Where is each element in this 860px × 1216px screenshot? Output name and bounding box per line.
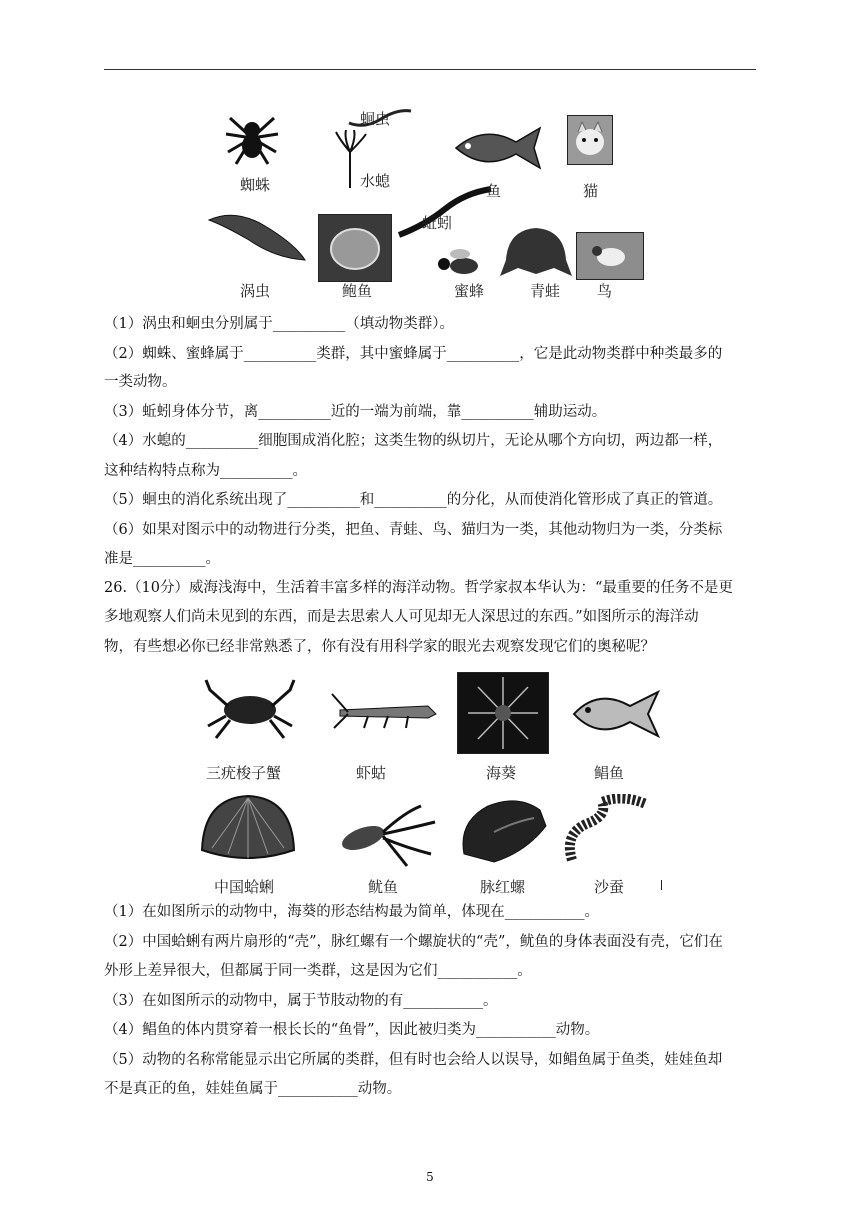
- spider-image: [222, 108, 282, 168]
- q26-intro-1: 26.（10分）威海浅海中，生活着丰富多样的海洋动物。哲学家叔本华认为：“最重要的任务不是更: [104, 580, 733, 596]
- label-bird: 鸟: [597, 282, 613, 300]
- q25-line-8: （6）如果对图示中的动物进行分类，把鱼、青蛙、鸟、猫归为一类，其他动物归为一类，分类标: [104, 522, 723, 538]
- fish-image: [450, 122, 545, 172]
- label-roundworm: 蛔虫: [360, 110, 391, 128]
- label-spider: 蜘蛛: [240, 176, 271, 194]
- label-hydra: 水螅: [360, 172, 391, 190]
- q25-line-6: 这种结构特点称为__________。: [104, 463, 307, 479]
- label-cat: 猫: [583, 182, 599, 200]
- label-crab: 三疣梭子蟹: [206, 764, 282, 782]
- pomfret-image: [568, 684, 662, 744]
- label-frog: 青蛙: [530, 282, 561, 300]
- conch-image: [454, 792, 550, 866]
- bee-image: [430, 246, 485, 281]
- q25-line-4: （3）蚯蚓身体分节，离__________近的一端为前端，靠__________辅助运动。: [104, 404, 607, 420]
- crab-image: [204, 676, 296, 744]
- q25-line-5: （4）水螅的__________细胞围成消化腔；这类生物的纵切片，无论从哪个方向切，两边都一样，: [104, 433, 723, 449]
- header-rule: [104, 69, 756, 70]
- q26-intro-2: 多地观察人们尚未见到的东西，而是去思索人人可见却无人深思过的东西。”如图所示的海洋动: [104, 609, 699, 625]
- abalone-image: [318, 214, 392, 282]
- image-edge-mark: [661, 880, 662, 890]
- q25-line-1: （1）涡虫和蛔虫分别属于__________（填动物类群）。: [104, 316, 454, 332]
- label-bee: 蜜蜂: [454, 282, 485, 300]
- q25-line-7: （5）蛔虫的消化系统出现了__________和__________的分化，从而使消化管形成了真正的管道。: [104, 492, 723, 508]
- mantis-shrimp-image: [328, 688, 440, 732]
- cat-image: [567, 115, 613, 165]
- q26-line-3: 外形上差异很大，但都属于同一类群，这是因为它们___________。: [104, 963, 532, 979]
- label-abalone: 鲍鱼: [342, 282, 373, 300]
- label-flatworm: 涡虫: [240, 282, 271, 300]
- label-squid: 鱿鱼: [368, 878, 399, 896]
- q26-line-7: 不是真正的鱼，娃娃鱼属于___________动物。: [104, 1081, 402, 1097]
- label-clam: 中国蛤蜊: [214, 878, 275, 896]
- bird-image: [576, 232, 644, 280]
- label-sandworm: 沙蚕: [594, 878, 625, 896]
- label-conch: 脉红螺: [480, 878, 526, 896]
- label-earthworm: 蚯蚓: [422, 214, 453, 232]
- label-fish: 鱼: [486, 182, 502, 200]
- sandworm-image: [562, 794, 658, 866]
- flatworm-image: [205, 210, 315, 265]
- sea-anemone-image: [457, 672, 549, 754]
- q26-line-1: （1）在如图所示的动物中，海葵的形态结构最为简单，体现在___________。: [104, 904, 599, 920]
- figure-marine-animals: [190, 666, 670, 894]
- q26-intro-3: 物，有些想必你已经非常熟悉了，你有没有用科学家的眼光去观察发现它们的奥秘呢？: [104, 639, 655, 655]
- q26-line-4: （3）在如图所示的动物中，属于节肢动物的有___________。: [104, 993, 498, 1009]
- q25-line-9: 准是__________。: [104, 551, 220, 567]
- clam-image: [198, 790, 298, 868]
- page-number: 5: [426, 1170, 434, 1184]
- label-sea-anemone: 海葵: [486, 764, 517, 782]
- label-pomfret: 鲳鱼: [594, 764, 625, 782]
- q25-line-3: 一类动物。: [104, 374, 177, 390]
- frog-image: [498, 220, 573, 278]
- label-mantis-shrimp: 虾蛄: [356, 764, 387, 782]
- q25-line-2: （2）蜘蛛、蜜蜂属于__________类群，其中蜜蜂属于__________，它是此动物类群中种类最多的: [104, 346, 723, 362]
- q26-line-2: （2）中国蛤蜊有两片扇形的“壳”，脉红螺有一个螺旋状的“壳”，鱿鱼的身体表面没有壳，它们在: [104, 934, 723, 950]
- figure-land-animals: [200, 100, 660, 305]
- q26-line-6: （5）动物的名称常能显示出它所属的类群，但有时也会给人以误导，如鲳鱼属于鱼类，娃娃鱼却: [104, 1052, 723, 1068]
- q26-line-5: （4）鲳鱼的体内贯穿着一根长长的“鱼骨”，因此被归类为___________动物。: [104, 1022, 600, 1038]
- squid-image: [335, 798, 445, 868]
